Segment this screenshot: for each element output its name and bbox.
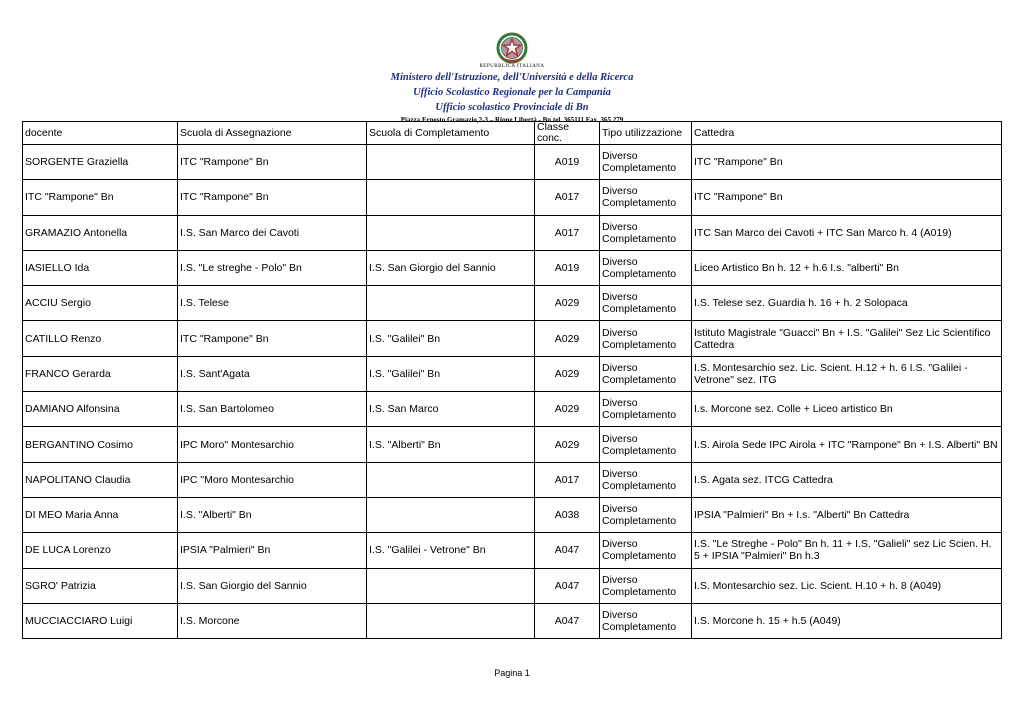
cell-scuola-assegnazione: I.S. San Marco dei Cavoti: [178, 215, 367, 250]
cell-scuola-completamento: [367, 497, 535, 532]
cell-scuola-completamento: [367, 286, 535, 321]
cell-tipo-utilizzazione: Diverso Completamento: [600, 392, 692, 427]
table-header-row: [23, 122, 1002, 145]
cell-classe-conc: A038: [535, 497, 600, 532]
cell-classe-conc: A029: [535, 427, 600, 462]
table-row: [23, 462, 1002, 497]
cell-scuola-completamento: [367, 215, 535, 250]
cell-docente: DI MEO Maria Anna: [23, 497, 178, 532]
cell-cattedra: ITC "Rampone" Bn: [692, 145, 1002, 180]
assignments-table: [22, 121, 1002, 639]
cell-classe-conc: A047: [535, 603, 600, 638]
cell-classe-conc: A029: [535, 286, 600, 321]
column-header-scuola-assegnazione: Scuola di Assegnazione: [178, 122, 367, 145]
cell-scuola-assegnazione: IPC Moro" Montesarchio: [178, 427, 367, 462]
cell-scuola-assegnazione: I.S. "Alberti" Bn: [178, 497, 367, 532]
cell-cattedra: I.S. Morcone h. 15 + h.5 (A049): [692, 603, 1002, 638]
cell-docente: GRAMAZIO Antonella: [23, 215, 178, 250]
cell-tipo-utilizzazione: Diverso Completamento: [600, 427, 692, 462]
provincial-office-title: Ufficio scolastico Provinciale di Bn: [435, 102, 589, 113]
regional-office-title: Ufficio Scolastico Regionale per la Campania: [413, 87, 611, 98]
column-header-scuola-completamento: Scuola di Completamento: [367, 122, 535, 145]
cell-scuola-completamento: I.S. "Alberti" Bn: [367, 427, 535, 462]
cell-classe-conc: A029: [535, 321, 600, 356]
cell-classe-conc: A017: [535, 180, 600, 215]
table-row: [23, 603, 1002, 638]
cell-tipo-utilizzazione: Diverso Completamento: [600, 533, 692, 568]
column-header-docente: docente: [23, 122, 178, 145]
cell-scuola-completamento: [367, 568, 535, 603]
table-row: [23, 321, 1002, 356]
cell-tipo-utilizzazione: Diverso Completamento: [600, 286, 692, 321]
cell-classe-conc: A029: [535, 356, 600, 391]
office-address: Piazza Ernesto Gramazio,2-3 – Rione Libertà - Bn tel. 365111 Fax. 365 279: [400, 116, 624, 124]
cell-scuola-assegnazione: ITC "Rampone" Bn: [178, 180, 367, 215]
table-row: [23, 568, 1002, 603]
cell-tipo-utilizzazione: Diverso Completamento: [600, 568, 692, 603]
cell-docente: DE LUCA Lorenzo: [23, 533, 178, 568]
cell-scuola-completamento: I.S. "Galilei" Bn: [367, 321, 535, 356]
cell-docente: SGRO' Patrizia: [23, 568, 178, 603]
cell-scuola-assegnazione: I.S. Telese: [178, 286, 367, 321]
cell-tipo-utilizzazione: Diverso Completamento: [600, 145, 692, 180]
table-row: [23, 145, 1002, 180]
emblem-caption: REPUBBLICA ITALIANA: [479, 64, 545, 69]
column-header-classe-conc: Classe conc.: [535, 122, 600, 145]
cell-classe-conc: A047: [535, 533, 600, 568]
cell-cattedra: ITC "Rampone" Bn: [692, 180, 1002, 215]
cell-scuola-assegnazione: I.S. San Giorgio del Sannio: [178, 568, 367, 603]
cell-cattedra: I.s. Morcone sez. Colle + Liceo artistico Bn: [692, 392, 1002, 427]
cell-scuola-assegnazione: ITC "Rampone" Bn: [178, 321, 367, 356]
cell-docente: FRANCO Gerarda: [23, 356, 178, 391]
table-row: [23, 286, 1002, 321]
table-row: [23, 250, 1002, 285]
cell-cattedra: I.S. Airola Sede IPC Airola + ITC "Rampone" Bn + I.S. Alberti" BN: [692, 427, 1002, 462]
cell-scuola-completamento: I.S. San Marco: [367, 392, 535, 427]
cell-cattedra: IPSIA "Palmieri" Bn + I.s. "Alberti" Bn Cattedra: [692, 497, 1002, 532]
cell-docente: ITC "Rampone" Bn: [23, 180, 178, 215]
cell-classe-conc: A017: [535, 215, 600, 250]
cell-tipo-utilizzazione: Diverso Completamento: [600, 603, 692, 638]
cell-cattedra: I.S. "Le Streghe - Polo" Bn h. 11 + I.S. "Galieli" sez Lic Scien. H. 5 + IPSIA "Palmieri" Bn h.3: [692, 533, 1002, 568]
table-row: [23, 215, 1002, 250]
cell-scuola-assegnazione: ITC "Rampone" Bn: [178, 145, 367, 180]
cell-classe-conc: A017: [535, 462, 600, 497]
cell-tipo-utilizzazione: Diverso Completamento: [600, 215, 692, 250]
cell-tipo-utilizzazione: Diverso Completamento: [600, 497, 692, 532]
cell-classe-conc: A019: [535, 250, 600, 285]
cell-tipo-utilizzazione: Diverso Completamento: [600, 321, 692, 356]
cell-docente: CATILLO Renzo: [23, 321, 178, 356]
cell-scuola-completamento: I.S. "Galilei - Vetrone" Bn: [367, 533, 535, 568]
cell-scuola-assegnazione: IPC "Moro Montesarchio: [178, 462, 367, 497]
cell-cattedra: Istituto Magistrale "Guacci" Bn + I.S. "Galilei" Sez Lic Scientifico Cattedra: [692, 321, 1002, 356]
italian-republic-emblem-icon: [496, 32, 528, 64]
page-number: Pagina 1: [494, 668, 530, 678]
cell-cattedra: Liceo Artistico Bn h. 12 + h.6 I.s. "alberti" Bn: [692, 250, 1002, 285]
cell-docente: DAMIANO Alfonsina: [23, 392, 178, 427]
column-header-tipo-utilizzazione: Tipo utilizzazione: [600, 122, 692, 145]
table-row: [23, 533, 1002, 568]
table-body: [23, 145, 1002, 639]
cell-tipo-utilizzazione: Diverso Completamento: [600, 356, 692, 391]
cell-scuola-completamento: [367, 462, 535, 497]
cell-docente: BERGANTINO Cosimo: [23, 427, 178, 462]
cell-cattedra: I.S. Montesarchio sez. Lic. Scient. H.10 + h. 8 (A049): [692, 568, 1002, 603]
cell-docente: NAPOLITANO Claudia: [23, 462, 178, 497]
cell-scuola-completamento: I.S. "Galilei" Bn: [367, 356, 535, 391]
cell-scuola-assegnazione: I.S. Sant'Agata: [178, 356, 367, 391]
cell-docente: SORGENTE Graziella: [23, 145, 178, 180]
cell-scuola-completamento: [367, 180, 535, 215]
cell-classe-conc: A029: [535, 392, 600, 427]
cell-classe-conc: A047: [535, 568, 600, 603]
cell-scuola-assegnazione: I.S. San Bartolomeo: [178, 392, 367, 427]
table-row: [23, 356, 1002, 391]
cell-tipo-utilizzazione: Diverso Completamento: [600, 462, 692, 497]
cell-scuola-completamento: I.S. San Giorgio del Sannio: [367, 250, 535, 285]
column-header-cattedra: Cattedra: [692, 122, 1002, 145]
cell-docente: MUCCIACCIARO Luigi: [23, 603, 178, 638]
cell-docente: ACCIU Sergio: [23, 286, 178, 321]
table-row: [23, 180, 1002, 215]
cell-scuola-completamento: [367, 603, 535, 638]
table-row: [23, 392, 1002, 427]
cell-cattedra: ITC San Marco dei Cavoti + ITC San Marco h. 4 (A019): [692, 215, 1002, 250]
ministry-title: Ministero dell'Istruzione, dell'Università e della Ricerca: [390, 72, 634, 83]
table-row: [23, 427, 1002, 462]
cell-tipo-utilizzazione: Diverso Completamento: [600, 250, 692, 285]
cell-cattedra: I.S. Telese sez. Guardia h. 16 + h. 2 Solopaca: [692, 286, 1002, 321]
letterhead: [0, 32, 1024, 125]
cell-cattedra: I.S. Montesarchio sez. Lic. Scient. H.12 + h. 6 I.S. "Galilei - Vetrone" sez. ITG: [692, 356, 1002, 391]
cell-scuola-completamento: [367, 145, 535, 180]
table-row: [23, 497, 1002, 532]
cell-cattedra: I.S. Agata sez. ITCG Cattedra: [692, 462, 1002, 497]
cell-docente: IASIELLO Ida: [23, 250, 178, 285]
cell-classe-conc: A019: [535, 145, 600, 180]
cell-scuola-assegnazione: I.S. "Le streghe - Polo" Bn: [178, 250, 367, 285]
cell-tipo-utilizzazione: Diverso Completamento: [600, 180, 692, 215]
cell-scuola-assegnazione: I.S. Morcone: [178, 603, 367, 638]
cell-scuola-assegnazione: IPSIA "Palmieri" Bn: [178, 533, 367, 568]
